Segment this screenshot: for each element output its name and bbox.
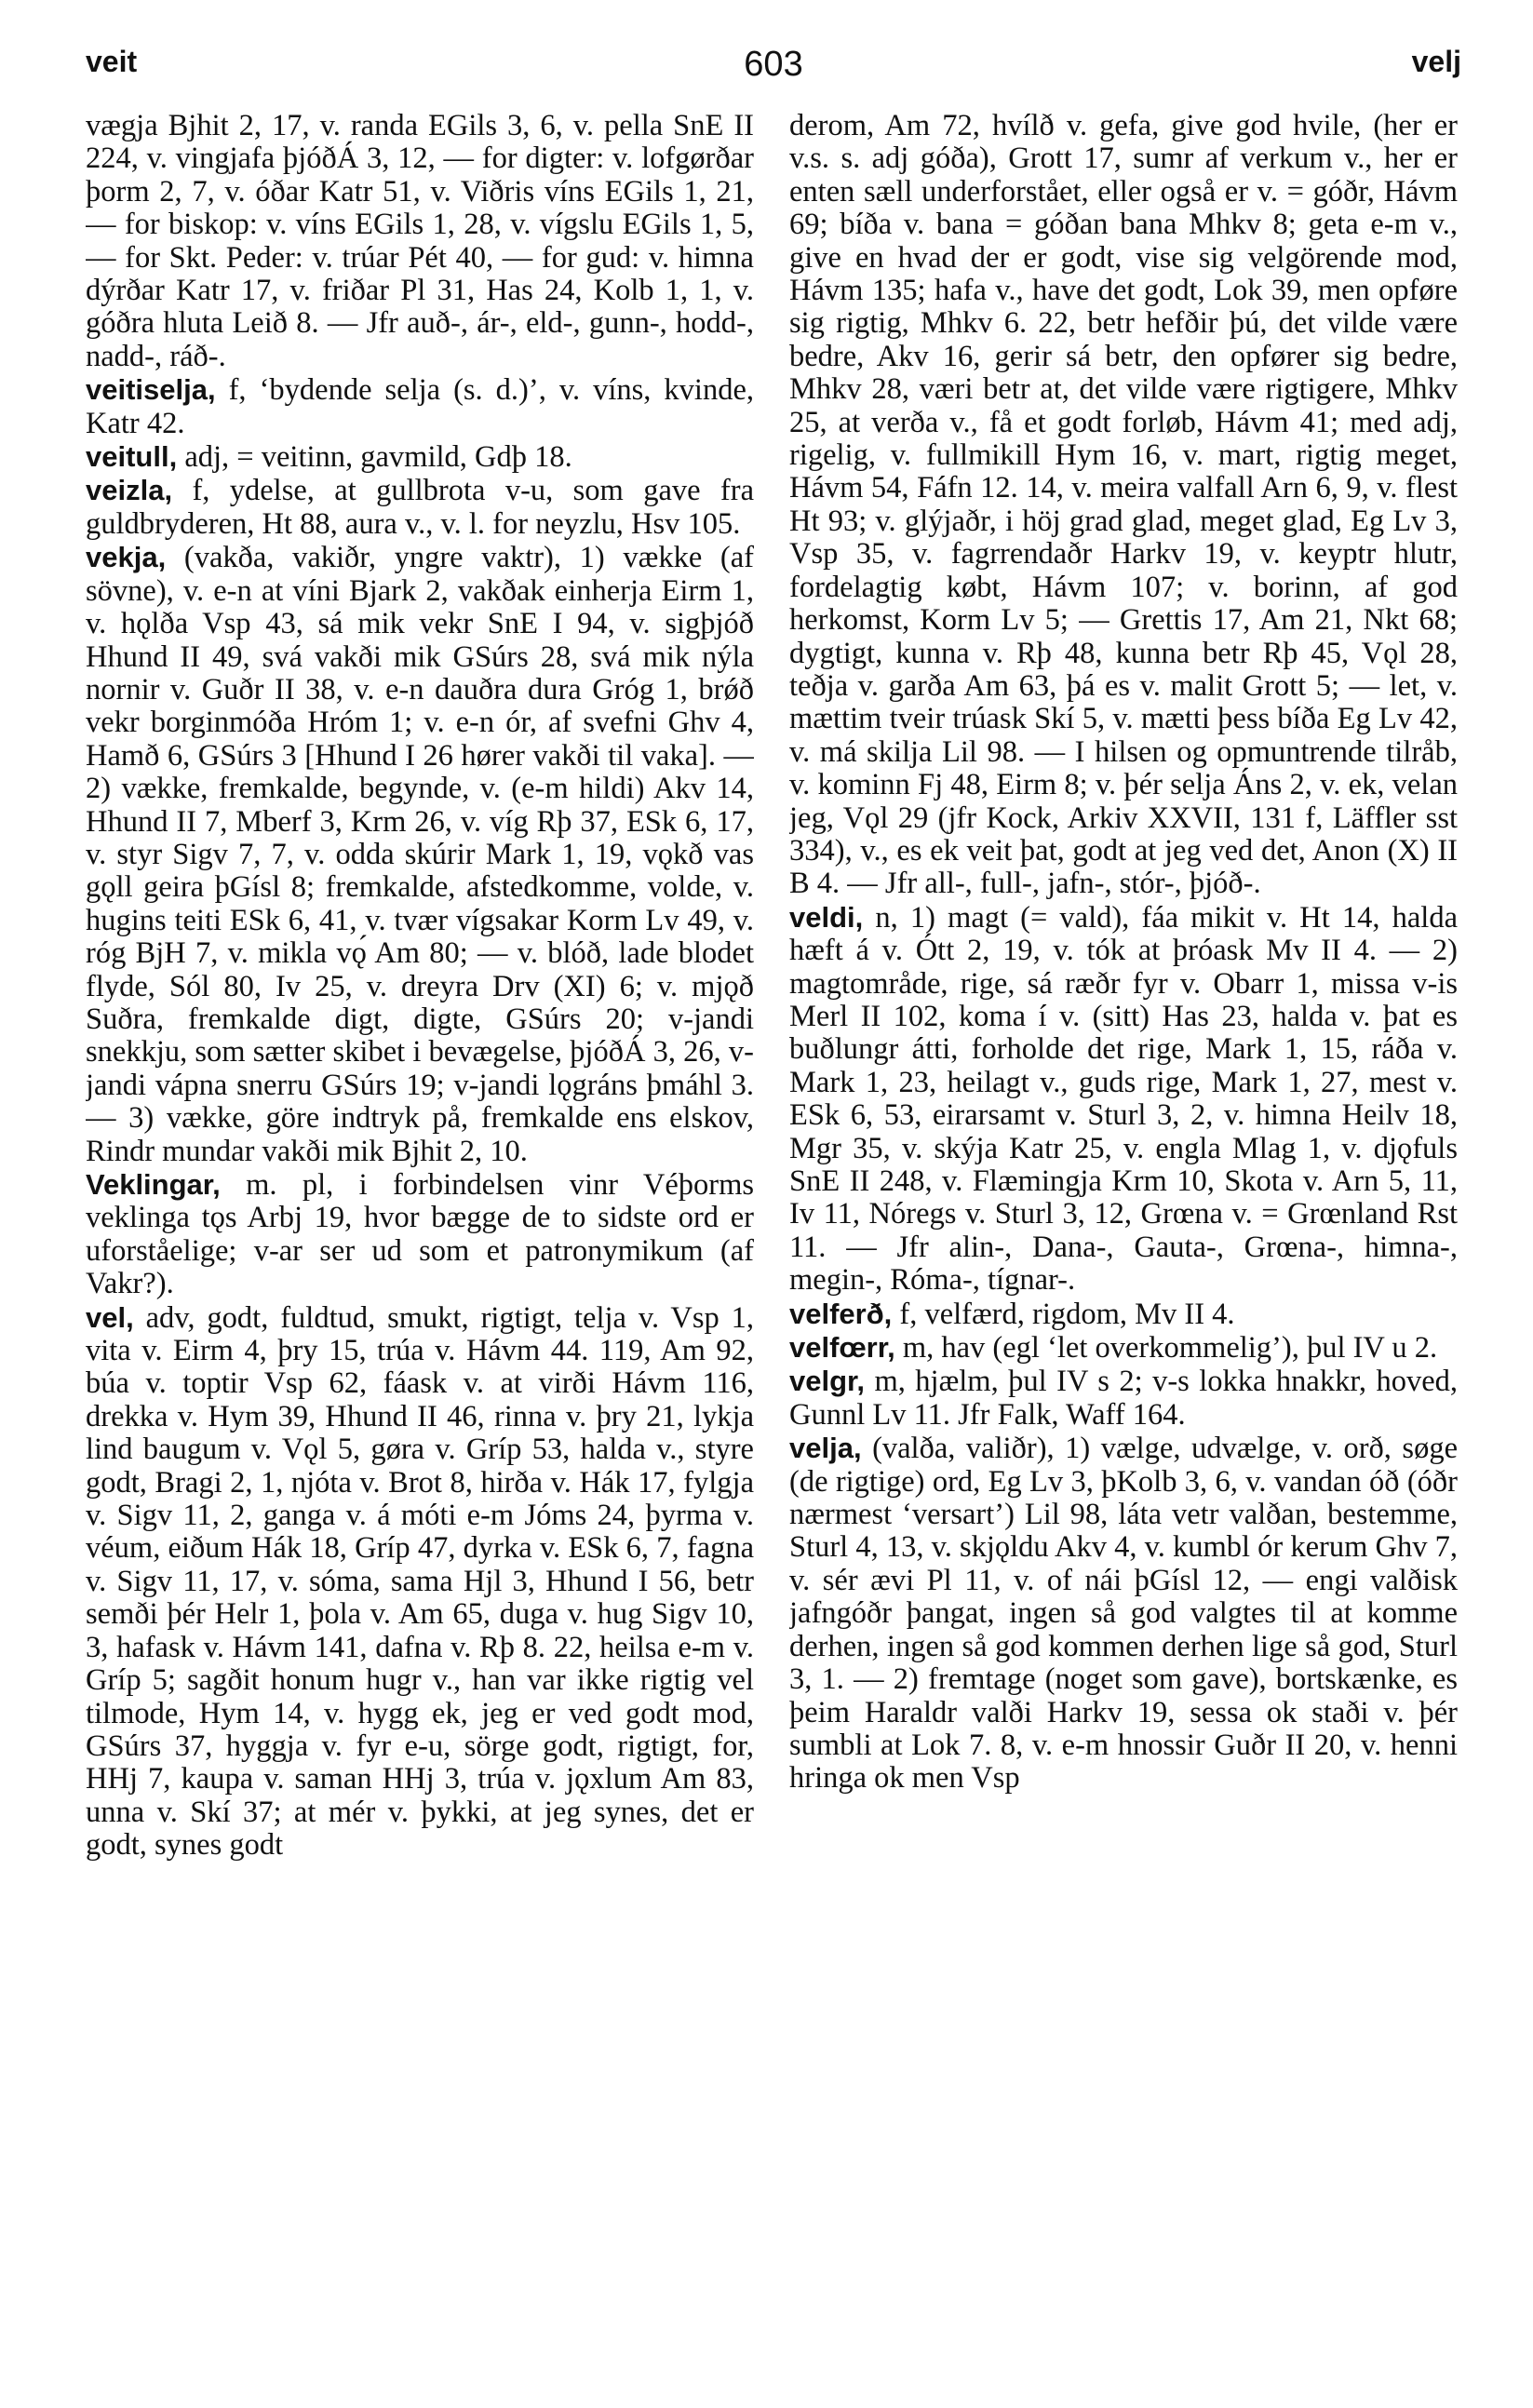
running-head-left: veit [86, 45, 138, 78]
dictionary-entry [789, 110, 1458, 901]
dictionary-entry [789, 1432, 1458, 1795]
entry-headword: Veklingar, [86, 1168, 221, 1201]
dictionary-entry [789, 1365, 1458, 1432]
entry-headword: velfœrr, [789, 1331, 895, 1365]
entry-text: adj, = veitinn, gavmild, Gdþ 18. [184, 440, 572, 475]
dictionary-entry [86, 373, 754, 440]
running-head-right: velj [1411, 45, 1461, 78]
entry-text: derom, Am 72, hvílð v. gefa, give god hvile, (her er v.s. s. adj góða), Grott 17, sumr af verkum v., her er enten sæll underforstået, eller også er v. = góðr, Hávm 69; bíða v. bana = góðan bana Mhkv 8; geta e-m v., give en hvad der er godt, vise sig velgörende mod, Hávm 135; hafa v., have det godt, Lok 39, men opføre sig rigtig, Mhkv 6. 22, betr hefðir þú, det vilde være bedre, Akv 16, gerir sá betr, den opfører sig bedre, Mhkv 28, væri betr at, det vilde være rigtigere, Mhkv 25, at verða v., få et godt forløb, Hávm 41; med adj, rigelig, v. fullmikill Hym 16, v. mart, rigtig meget, Hávm 54, Fáfn 12. 14, v. meira valfall Arn 6, 9, v. flest Ht 93; v. glýjaðr, i höj grad glad, meget glad, Eg Lv 3, Vsp 35, v. fagrrendaðr Harkv 19, v. keyptr hlutr, fordelagtig købt, Hávm 107; v. borinn, af god herkomst, Korm Lv 5; — Grettis 17, Am 21, Nkt 68; dygtigt, kunna v. Rþ 48, kunna betr Rþ 45, Vǫl 28, teðja v. garða Am 63, þá es v. malit Grott 5; — let, v. mættim tveir trúask Skí 5, v. mætti þess bíða Eg Lv 42, v. má skilja Lil 98. — I hilsen og opmuntrende tilråb, v. kominn Fj 48, Eirm 8; v. þér selja Áns 2, v. ek, velan jeg, Vǫl 29 (jfr Kock, Arkiv XXVII, 131 f, Läffler sst 334), v., es ek veit þat, godt at jeg ved det, Anon (X) II B 4. — Jfr all-, full-, jafn-, stór-, þjóð-. [789, 110, 1458, 901]
entry-text: m. pl, i forbindelsen vinr Véþorms veklinga tǫs Arbj 19, hvor bægge de to sidste ord er uforståelige; v-ar ser ud som et patronymikum (af Vakr?). [86, 1168, 754, 1301]
entry-headword: vekja, [86, 541, 167, 574]
dictionary-entry [789, 1331, 1458, 1365]
dictionary-entry [789, 901, 1458, 1298]
entry-headword: vel, [86, 1300, 134, 1334]
entry-text: f, ‘bydende selja (s. d.)’, v. víns, kvinde, Katr 42. [86, 373, 754, 440]
entry-text: f, ydelse, at gullbrota v-u, som gave fra guldbryderen, Ht 88, aura v., v. l. for neyzlu, Hsv 105. [86, 474, 754, 541]
right-column [789, 110, 1458, 2381]
entry-headword: veitull, [86, 440, 178, 474]
entry-text: vægja Bjhit 2, 17, v. randa EGils 3, 6, v. pella SnE II 224, v. vingjafa þjóðÁ 3, 12, — for digter: v. lofgørðar þorm 2, 7, v. óðar Katr 51, v. Viðris víns EGils 1, 21, — for biskop: v. víns EGils 1, 28, v. vígslu EGils 1, 5, — for Skt. Peder: v. trúar Pét 40, — for gud: v. himna dýrðar Katr 17, v. friðar Pl 31, Has 24, Kolb 1, 1, v. góðra hluta Leið 8. — Jfr auð-, ár-, eld-, gunn-, hodd-, nadd-, ráð-. [86, 110, 754, 373]
page-number: 603 [744, 45, 803, 84]
entry-text: m, hjælm, þul IV s 2; v-s lokka hnakkr, hoved, Gunnl Lv 11. Jfr Falk, Waff 164. [789, 1365, 1458, 1432]
dictionary-entry [86, 541, 754, 1168]
page-header [86, 35, 1461, 91]
entry-text: n, 1) magt (= vald), fáa mikit v. Ht 14, halda hæft á v. Ótt 2, 19, v. tók at þróask Mv II 4. — 2) magtområde, rige, sá ræðr fyr v. Obarr 1, missa v-is Merl II 102, koma í v. (sitt) Has 23, halda v. þat es buðlungr átti, forholde det rige, Mark 1, 15, ráða v. Mark 1, 23, heilagt v., guds rige, Mark 1, 27, mest v. ESk 6, 53, eirarsamt v. Sturl 3, 2, v. himna Heilv 18, Mgr 35, v. skýja Katr 25, v. engla Mlag 1, v. djǫfuls SnE II 248, v. Flæmingja Krm 10, Skota v. Arn 5, 11, Iv 11, Nóregs v. Sturl 3, 12, Grœna v. = Grœnland Rst 11. — Jfr alin-, Dana-, Gauta-, Grœna-, himna-, megin-, Róma-, tígnar-. [789, 900, 1458, 1298]
dictionary-entry [86, 110, 754, 373]
entry-headword: velgr, [789, 1365, 865, 1398]
dictionary-entry [86, 474, 754, 541]
dictionary-entry [86, 1301, 754, 1863]
entry-headword: veitiselja, [86, 373, 216, 407]
left-column [86, 110, 754, 2381]
entry-headword: veldi, [789, 900, 864, 934]
dictionary-entry [86, 1168, 754, 1301]
dictionary-entry [789, 1298, 1458, 1331]
entry-text: adv, godt, fuldtud, smukt, rigtigt, telja v. Vsp 1, vita v. Eirm 4, þry 15, trúa v. Hávm 44. 119, Am 92, búa v. toptir Vsp 62, fáask v. at virði Hávm 116, drekka v. Hym 39, Hhund II 46, rinna v. þry 21, lykja lind baugum v. Vǫl 5, gøra v. Gríp 53, halda v., styre godt, Bragi 2, 1, njóta v. Brot 8, hirða v. Hák 17, fylgja v. Sigv 11, 2, ganga v. á móti e-m Jóms 24, þyrma v. véum, eiðum Hák 18, Gríp 47, dyrka v. ESk 6, 7, fagna v. Sigv 11, 17, v. sóma, sama Hjl 3, Hhund I 56, betr semði þér Helr 1, þola v. Am 65, duga v. hug Sigv 10, 3, hafask v. Hávm 141, dafna v. Rþ 8. 22, heilsa e-m v. Gríp 5; sagðit honum hugr v., han var ikke rigtig vel tilmode, Hym 14, v. hygg ek, jeg er ved godt mod, GSúrs 37, hyggja v. fyr e-u, sörge godt, rigtigt, for, HHj 7, kaupa v. saman HHj 3, trúa v. jǫxlum Am 83, unna v. Skí 37; at mér v. þykki, at jeg synes, det er godt, synes godt [86, 1300, 754, 1863]
entry-text: m, hav (egl ‘let overkommelig’), þul IV u 2. [902, 1331, 1438, 1365]
entry-text: f, velfærd, rigdom, Mv II 4. [899, 1297, 1235, 1331]
entry-text: (valða, valiðr), 1) vælge, udvælge, v. orð, søge (de rigtige) ord, Eg Lv 3, þKolb 3, 6, v. vandan óð (óðr nærmest ‘versart’) Lil 98, láta vetr valðan, bestemme, Sturl 4, 13, v. skjǫldu Akv 4, v. kumbl ór kerum Ghv 7, v. sér ævi Pl 11, v. of nái þGísl 12, — engi valðisk jafngóðr þangat, ingen så god valgtes til at komme derhen, ingen så god kommen derhen lige så god, Sturl 3, 1. — 2) fremtage (noget som gave), bortskænke, es þeim Haraldr valði Harkv 19, sessa ok staði v. þér sumbli at Lok 7. 8, v. e-m hnossir Guðr II 20, v. henni hringa ok men Vsp [789, 1432, 1458, 1796]
entry-headword: veizla, [86, 474, 173, 507]
entry-text: (vakða, vakiðr, yngre vaktr), 1) vække (af sövne), v. e-n at víni Bjark 2, vakðak einherja Eirm 1, v. hǫlða Vsp 43, sá mik vekr SnE I 94, v. sigþjóð Hhund II 49, svá vakði mik GSúrs 28, svá mik nýla nornir v. Guðr II 38, v. e-n dauðra dura Gróg 1, brǿð vekr borginmóða Hróm 1; v. e-n ór, af svefni Ghv 4, Hamð 6, GSúrs 3 [Hhund I 26 hører vakði til vaka]. — 2) vække, fremkalde, begynde, v. (e-m hildi) Akv 14, Hhund II 7, Mberf 3, Krm 26, v. víg Rþ 37, ESk 6, 17, v. styr Sigv 7, 7, v. odda skúrir Mark 1, 19, vǫkð vas gǫll geira þGísl 8; fremkalde, afstedkomme, volde, v. hugins teiti ESk 6, 41, v. tvær vígsakar Korm Lv 49, v. róg BjH 7, v. mikla vǫ́ Am 80; — v. blóð, lade blodet flyde, Sól 80, Iv 25, v. dreyra Drv (XI) 6; v. mjǫð Suðra, fremkalde digt, digte, GSúrs 20; v-jandi snekkju, som sætter skibet i bevægelse, þjóðÁ 3, 26, v-jandi vápna snerru GSúrs 19; v-jandi lǫgráns þmáhl 3. — 3) vække, göre indtryk på, fremkalde ens elskov, Rindr mundar vakði mik Bjhit 2, 10. [86, 541, 754, 1168]
dictionary-entry [86, 440, 754, 474]
entry-headword: velferð, [789, 1297, 893, 1330]
entry-headword: velja, [789, 1432, 862, 1465]
